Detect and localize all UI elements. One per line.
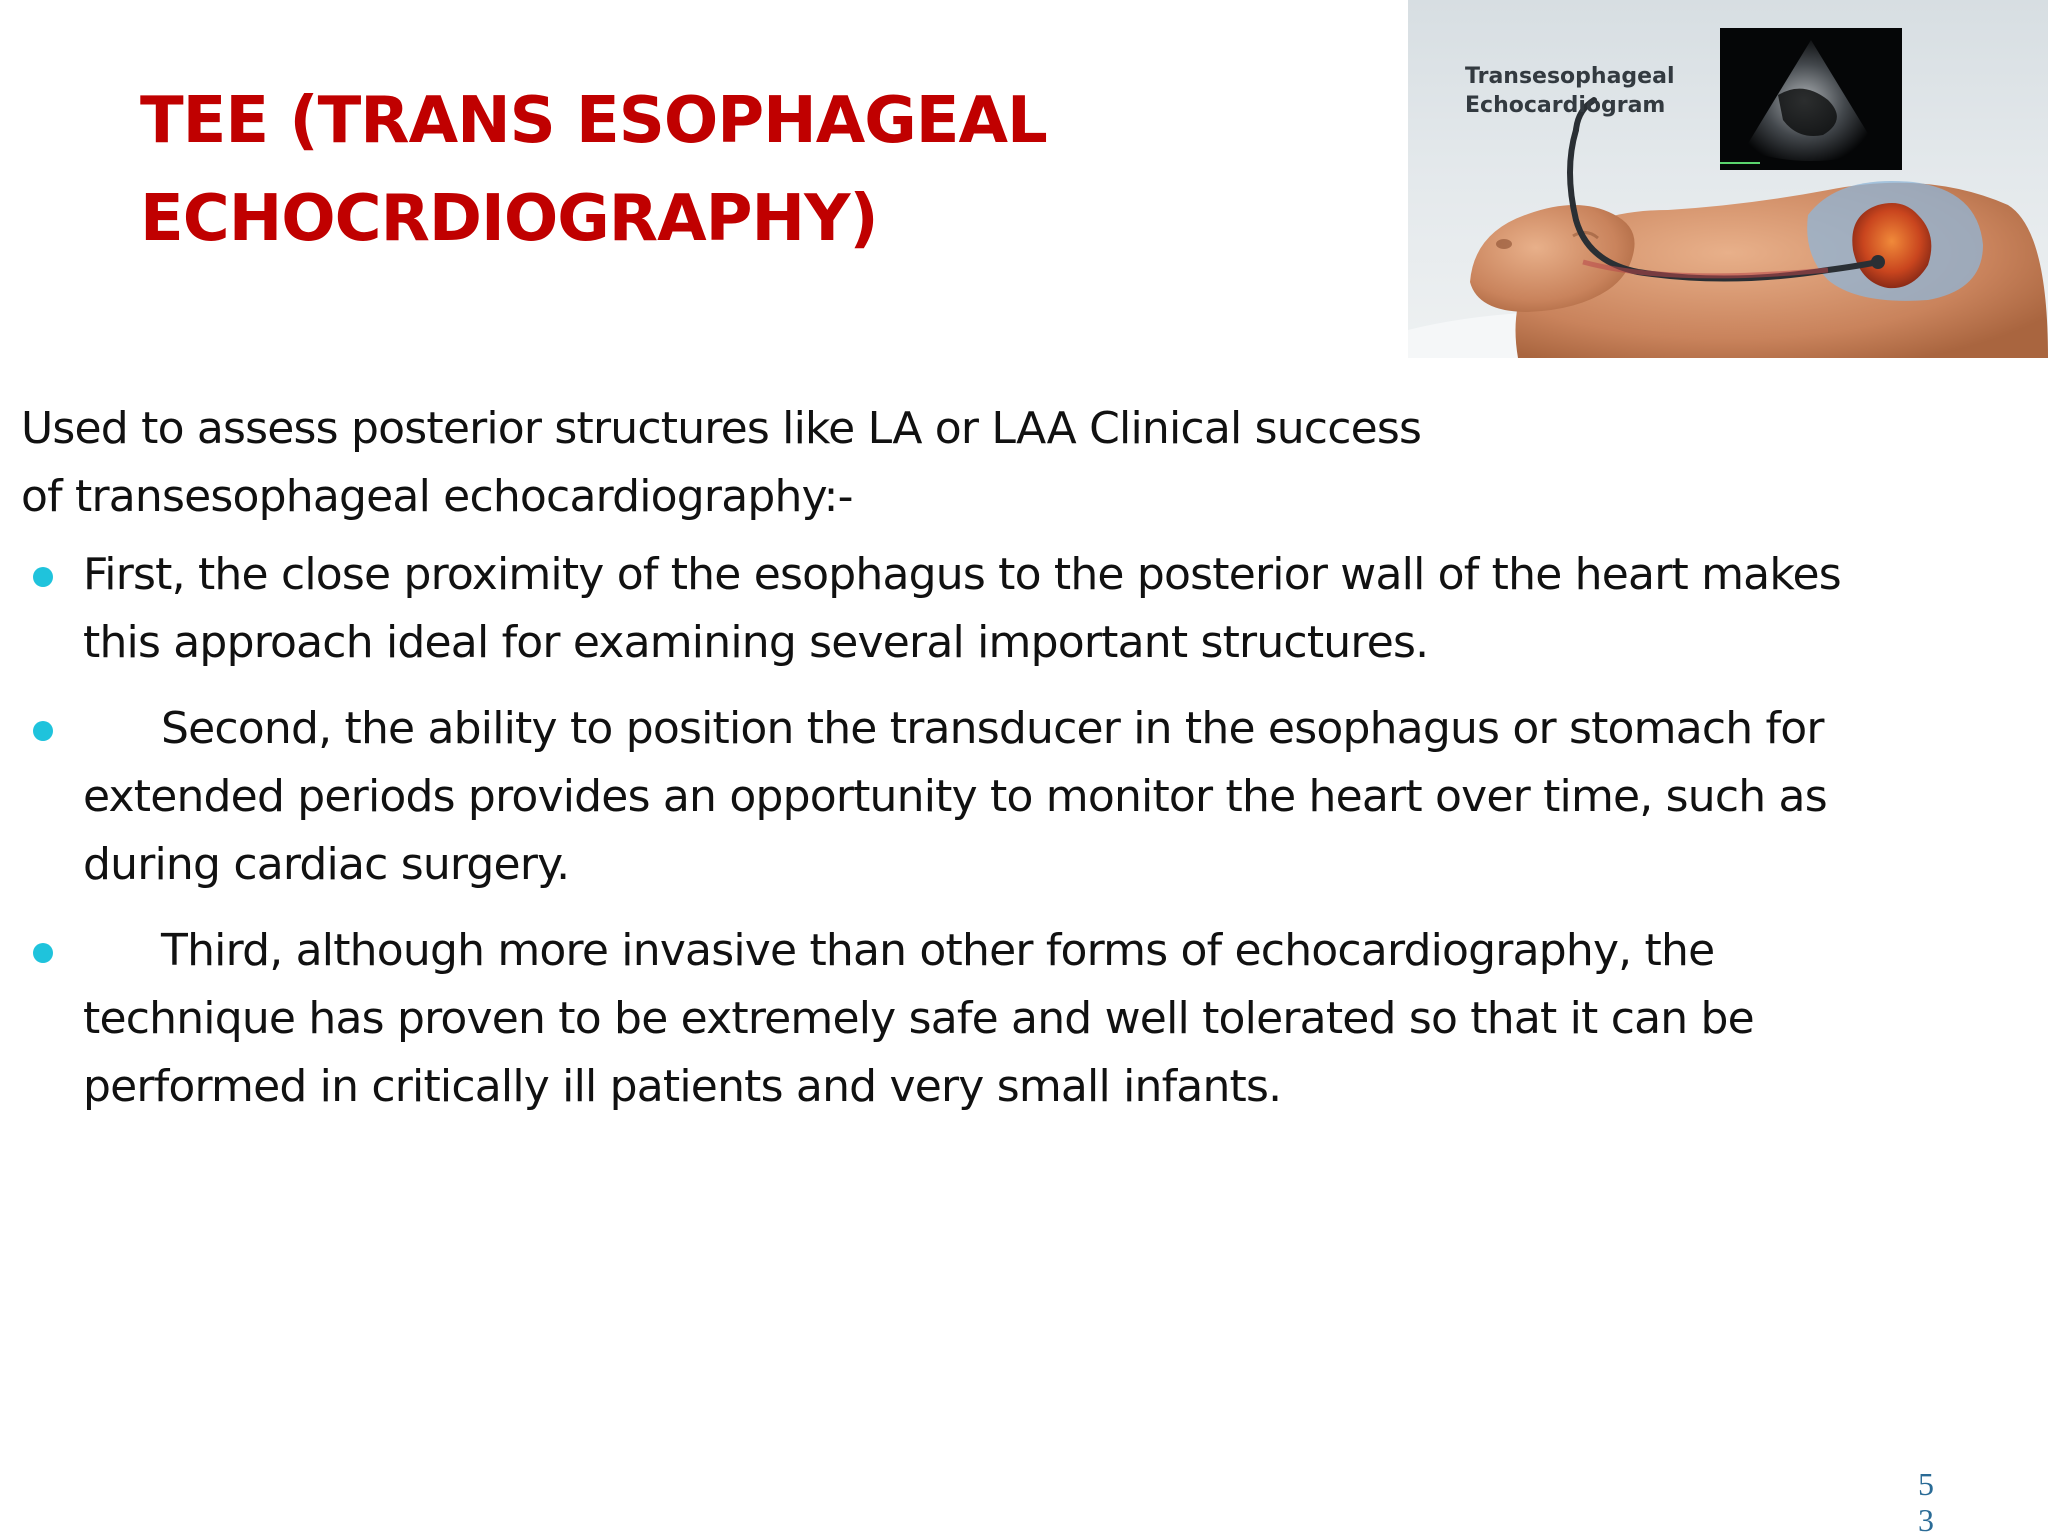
page-number-digit-1: 5 bbox=[1912, 1466, 1940, 1502]
title-line-1: TEE (TRANS ESOPHAGEAL bbox=[140, 72, 1340, 170]
bullet-1-line-2: this approach ideal for examining several important structures. bbox=[83, 609, 2001, 677]
bullet-item-second bbox=[21, 695, 2001, 899]
bullet-2-line-2: extended periods provides an opportunity to monitor the heart over time, such as bbox=[83, 763, 2001, 831]
figure-caption-line-2: Echocardiogram bbox=[1465, 91, 1685, 120]
bullet-item-third bbox=[21, 917, 2001, 1121]
bullet-dot-icon bbox=[33, 721, 53, 741]
bullet-dot-icon bbox=[33, 943, 53, 963]
bullet-text bbox=[83, 541, 2001, 677]
bullet-2-line-1: Second, the ability to position the transducer in the esophagus or stomach for bbox=[83, 695, 2001, 763]
figure-caption bbox=[1465, 62, 1685, 120]
bullet-dot-icon bbox=[33, 567, 53, 587]
bullet-3-line-3: performed in critically ill patients and very small infants. bbox=[83, 1053, 2001, 1121]
slide-title bbox=[140, 72, 1340, 268]
tee-illustration-graphic bbox=[1408, 0, 2048, 358]
bullet-2-line-3: during cardiac surgery. bbox=[83, 831, 2001, 899]
tee-illustration-image bbox=[1408, 0, 2048, 358]
bullet-3-line-1: Third, although more invasive than other forms of echocardiography, the bbox=[83, 917, 2001, 985]
bullet-text bbox=[83, 917, 2001, 1121]
page-number bbox=[1912, 1466, 1940, 1538]
intro-line-2: of transesophageal echocardiography:- bbox=[21, 463, 2001, 531]
bullet-item-first bbox=[21, 541, 2001, 677]
title-line-2: ECHOCRDIOGRAPHY) bbox=[140, 170, 1340, 268]
bullet-3-line-2: technique has proven to be extremely safe and well tolerated so that it can be bbox=[83, 985, 2001, 1053]
bullet-list bbox=[21, 541, 2001, 1121]
bullet-text bbox=[83, 695, 2001, 899]
bullet-1-line-1: First, the close proximity of the esophagus to the posterior wall of the heart makes bbox=[83, 541, 2001, 609]
intro-line-1: Used to assess posterior structures like LA or LAA Clinical success bbox=[21, 395, 2001, 463]
page-number-digit-2: 3 bbox=[1912, 1502, 1940, 1538]
figure-caption-line-1: Transesophageal bbox=[1465, 62, 1685, 91]
slide-body bbox=[21, 395, 2001, 1139]
